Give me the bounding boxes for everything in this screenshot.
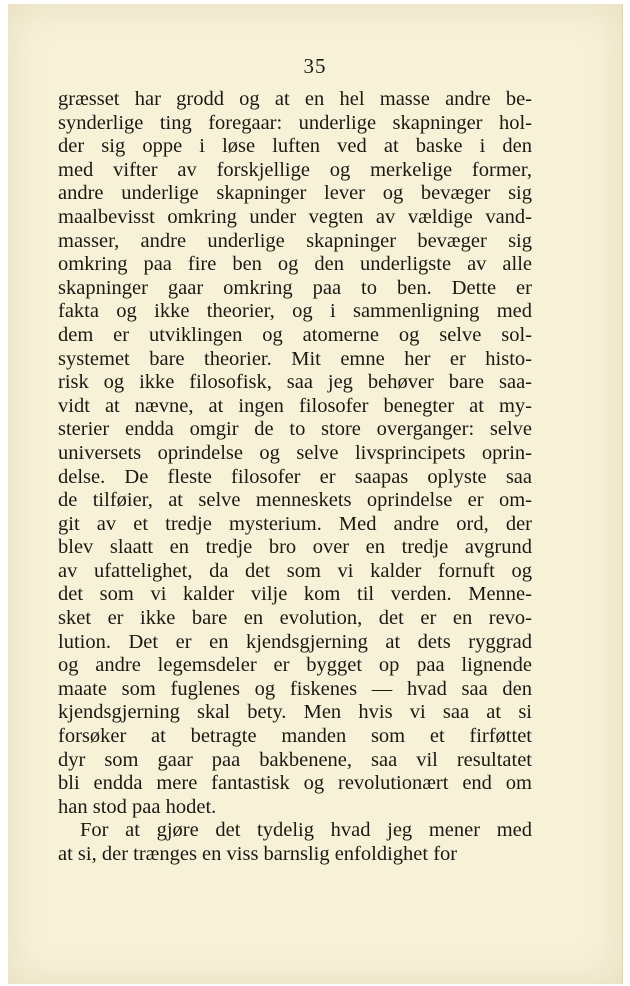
text-line: han stod paa hodet. [58, 795, 217, 818]
text-line: blev slaatt en tredje bro over en tredje avgrund [58, 536, 532, 559]
text-line: græsset har grodd og at en hel masse andre be- [58, 88, 532, 110]
text-line: dyr som gaar paa bakbenene, saa vil resultatet [58, 748, 532, 771]
paragraph [58, 88, 532, 819]
page-body-text [58, 88, 532, 867]
text-line: at si, der trænges en viss barnslig enfoldighet for [58, 843, 458, 865]
page-number: 35 [303, 54, 327, 78]
text-line: systemet bare theorier. Mit emne her er histo- [58, 347, 532, 370]
paragraph [58, 819, 532, 866]
text-line: der sig oppe i løse luften ved at baske i den [58, 135, 532, 158]
text-line: universets oprindelse og selve livsprincipets oprin- [58, 441, 532, 464]
text-line: av ufattelighet, da det som vi kalder fornuft og [58, 559, 532, 582]
text-line: risk og ikke filosofisk, saa jeg behøver bare saa- [58, 371, 532, 394]
text-line: sket er ikke bare en evolution, det er en revo- [58, 607, 532, 630]
text-line: det som vi kalder vilje kom til verden. Menne- [58, 583, 532, 606]
text-line: dem er utviklingen og atomerne og selve sol- [58, 323, 532, 346]
text-line: synderlige ting foregaar: underlige skapninger hol- [58, 111, 532, 134]
text-line: skapninger gaar omkring paa to ben. Dette er [58, 276, 532, 299]
text-line: vidt at nævne, at ingen filosofer benegter at my- [58, 394, 532, 417]
text-line: de tilføier, at selve menneskets oprindelse er om- [58, 489, 532, 512]
text-line: sterier endda omgir de to store overganger: selve [58, 418, 532, 441]
text-line: omkring paa fire ben og den underligste av alle [58, 253, 532, 276]
text-line: lution. Det er en kjendsgjerning at dets ryggrad [58, 630, 532, 653]
text-line: maalbevisst omkring under vegten av vældige vand- [58, 205, 532, 228]
text-line: forsøker at betragte manden som et firføttet [58, 725, 532, 748]
text-line: kjendsgjerning skal bety. Men hvis vi saa at si [58, 701, 532, 724]
text-line: delse. De fleste filosofer er saapas oplyste saa [58, 465, 532, 488]
text-line: med vifter av forskjellige og merkelige former, [58, 158, 532, 181]
text-line: For at gjøre det tydelig hvad jeg mener med [80, 819, 532, 842]
text-line: git av et tredje mysterium. Med andre ord, der [58, 512, 532, 535]
text-line: andre underlige skapninger lever og bevæger sig [58, 182, 532, 205]
text-line: og andre legemsdeler er bygget op paa lignende [58, 654, 532, 677]
text-line: masser, andre underlige skapninger bevæger sig [58, 229, 532, 252]
text-line: fakta og ikke theorier, og i sammenligning med [58, 300, 532, 323]
text-line: bli endda mere fantastisk og revolutionært end om [58, 772, 532, 795]
text-line: maate som fuglenes og fiskenes — hvad saa den [58, 677, 532, 700]
